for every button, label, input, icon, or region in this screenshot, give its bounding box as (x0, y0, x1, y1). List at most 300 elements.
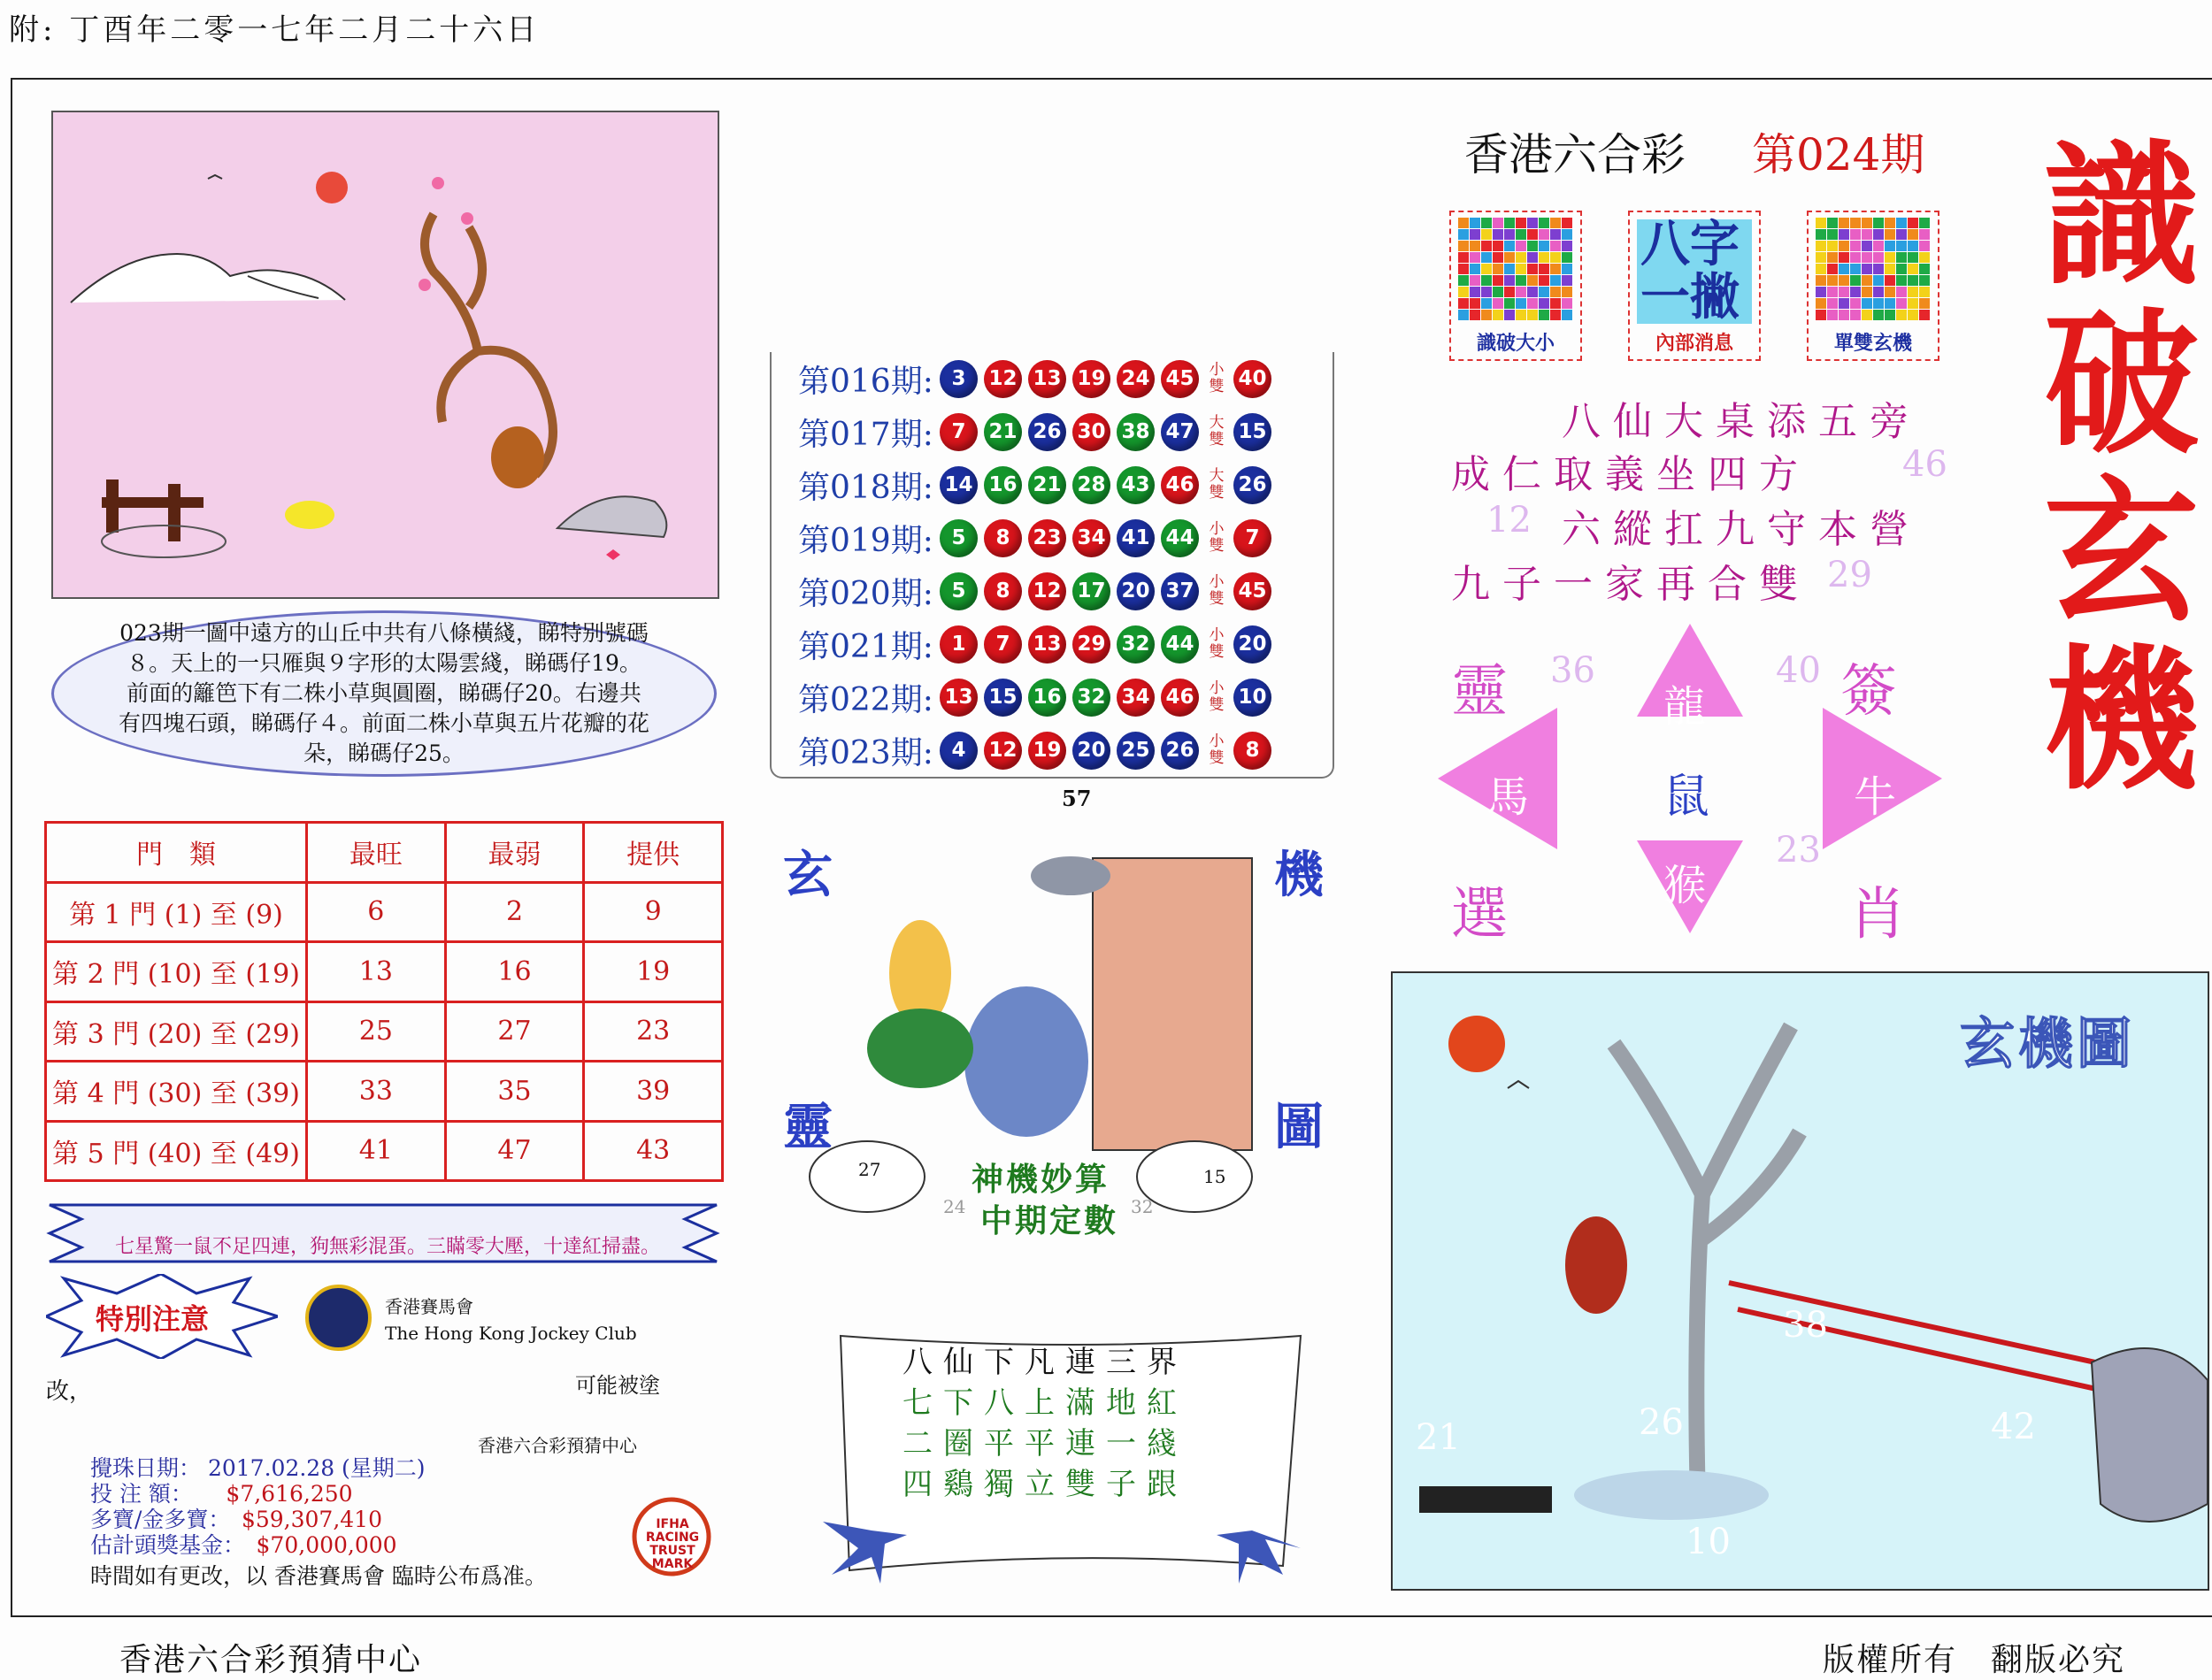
mosaic-cell (1527, 252, 1538, 263)
mosaic-cell (1562, 310, 1572, 320)
bet-label: 投 注 額： (90, 1481, 182, 1507)
mosaic-cell (1550, 252, 1561, 263)
lottery-ball: 37 (1161, 572, 1199, 610)
bench-icon (1419, 1486, 1552, 1513)
mosaic-cell (1873, 264, 1884, 274)
lottery-ball: 13 (1028, 625, 1066, 664)
ifha-logo (619, 1497, 724, 1576)
mosaic-cell (1516, 310, 1526, 320)
lottery-ball: 13 (940, 679, 978, 717)
mosaic-cell (1885, 287, 1895, 297)
mosaic-cell (1493, 287, 1503, 297)
mosaic-cell (1539, 310, 1549, 320)
mosaic-cell (1919, 287, 1930, 297)
mosaic-cell (1539, 275, 1549, 286)
zodiac-tag: 小雙 (1209, 733, 1225, 767)
goat-num-1: 27 (858, 1159, 881, 1180)
zodiac-bl: 選 (1451, 882, 1508, 947)
mosaic-cell (1816, 252, 1826, 263)
mosaic-cell (1539, 229, 1549, 240)
arrow-num-2: 40 (1776, 650, 1821, 691)
zodiac-top: 龍 (1663, 682, 1707, 732)
mosaic-cell (1896, 229, 1907, 240)
poem-num-1: 46 (1902, 444, 1947, 485)
mosaic-cell (1527, 275, 1538, 286)
door-cold: 35 (445, 1062, 584, 1122)
goose-icon (208, 175, 222, 179)
mosaic-cell (1885, 252, 1895, 263)
mosaic-cell (1562, 264, 1572, 274)
mosaic-icon (1451, 212, 1580, 327)
tile-caption-3: 單雙玄機 (1833, 333, 1912, 355)
mosaic-cell (1908, 298, 1918, 309)
mosaic-cell (1481, 264, 1492, 274)
mosaic-cell (1885, 241, 1895, 251)
lottery-ball: 4 (940, 732, 978, 770)
result-row (798, 356, 1278, 402)
result-row (798, 462, 1278, 508)
lottery-ball: 47 (1161, 413, 1199, 451)
mosaic-cell (1527, 287, 1538, 297)
mosaic-cell (1850, 229, 1861, 240)
period-label: 第020期: (798, 575, 933, 612)
mosaic-cell (1458, 218, 1469, 228)
sun-icon (316, 172, 348, 203)
pic-num-2: 26 (1639, 1402, 1684, 1443)
mosaic-cell (1839, 275, 1849, 286)
mosaic-cell (1504, 298, 1515, 309)
special-ball: 7 (1233, 519, 1271, 557)
poem-line-1: 八仙大桌添五旁 (1562, 399, 1921, 444)
mosaic-cell (1481, 298, 1492, 309)
mosaic-cell (1481, 218, 1492, 228)
mosaic-cell (1827, 252, 1838, 263)
mosaic-cell (1493, 264, 1503, 274)
notice-left: 改， (46, 1378, 93, 1405)
mosaic-cell (1862, 264, 1872, 274)
bird-icon (1508, 1081, 1529, 1088)
table-row (46, 942, 723, 1002)
jockey-club-cn: 香港賽馬會 (385, 1296, 473, 1317)
mosaic-cell (1527, 264, 1538, 274)
door-offer: 43 (584, 1121, 723, 1181)
draw-date-value: 2017.02.28 (星期二) (207, 1455, 426, 1481)
mosaic-cell (1470, 275, 1480, 286)
warning-text: 七星驚一鼠不足四連，狗無彩混蛋。三瞞零大壓，十達紅掃盡。 (115, 1236, 661, 1258)
mosaic-cell (1527, 218, 1538, 228)
mosaic-cell (1827, 298, 1838, 309)
door-hot: 13 (307, 942, 446, 1002)
mosaic-cell (1896, 252, 1907, 263)
lottery-ball: 46 (1161, 466, 1199, 504)
door-table (44, 821, 724, 1182)
period-label: 第021期: (798, 628, 933, 665)
jockey-club-en: The Hong Kong Jockey Club (385, 1323, 637, 1344)
mosaic-cell (1862, 241, 1872, 251)
mosaic-cell (1516, 218, 1526, 228)
mosaic-cell (1862, 310, 1872, 320)
lottery-ball: 8 (984, 572, 1022, 610)
mosaic-cell (1516, 241, 1526, 251)
mosaic-cell (1527, 298, 1538, 309)
mosaic-cell (1539, 218, 1549, 228)
period-label: 第018期: (798, 469, 933, 506)
mosaic-cell (1504, 241, 1515, 251)
mosaic-cell (1919, 264, 1930, 274)
mosaic-cell (1873, 241, 1884, 251)
mosaic-cell (1862, 252, 1872, 263)
riddle-line-1: 八仙下凡連三界 (902, 1345, 1187, 1380)
arrow-num-3: 23 (1776, 830, 1821, 871)
mosaic-cell (1850, 252, 1861, 263)
zodiac-tag: 大雙 (1209, 414, 1225, 449)
mosaic-cell (1539, 264, 1549, 274)
mosaic-cell (1827, 287, 1838, 297)
lottery-ball: 7 (940, 413, 978, 451)
mosaic-cell (1862, 218, 1872, 228)
mosaic-cell (1850, 287, 1861, 297)
door-cold: 47 (445, 1121, 584, 1181)
dog-icon (1031, 856, 1110, 895)
side-word-4: 圖 (1274, 1098, 1324, 1156)
poem-line-4: 九子一家再合雙 (1451, 562, 1810, 607)
door-hot: 33 (307, 1062, 446, 1122)
mosaic-cell (1850, 275, 1861, 286)
mosaic-cell (1562, 298, 1572, 309)
mosaic-cell (1896, 241, 1907, 251)
slogan-2: 中期定數 (980, 1202, 1119, 1239)
lottery-ball: 16 (1028, 679, 1066, 717)
special-ball: 10 (1233, 679, 1271, 717)
lottery-ball: 21 (1028, 466, 1066, 504)
mosaic-cell (1896, 287, 1907, 297)
mosaic-cell (1816, 287, 1826, 297)
poem-line-2: 成仁取義坐四方 (1451, 452, 1810, 497)
tile-2 (1628, 211, 1761, 361)
rocks-icon (557, 496, 666, 537)
period-label: 第023期: (798, 734, 933, 771)
lottery-ball: 38 (1117, 413, 1155, 451)
blossom-icon (432, 177, 444, 189)
issue-number: 第024期 (1752, 129, 1925, 180)
mosaic-cell (1504, 229, 1515, 240)
tile-3 (1807, 211, 1939, 361)
mosaic-cell (1458, 252, 1469, 263)
lottery-ball: 25 (1117, 732, 1155, 770)
mosaic-cell (1839, 264, 1849, 274)
draw-date-label: 攪珠日期： (90, 1455, 202, 1481)
mosaic-cell (1850, 241, 1861, 251)
result-row (798, 621, 1278, 667)
table-row (46, 1062, 723, 1122)
mosaic-cell (1550, 229, 1561, 240)
poem-num-2: 12 (1486, 500, 1532, 541)
mosaic-cell (1516, 298, 1526, 309)
lottery-ball: 3 (940, 360, 978, 398)
mosaic-cell (1885, 218, 1895, 228)
puzzle-illustration (53, 112, 718, 597)
lottery-ball: 24 (1117, 360, 1155, 398)
jackpot-label: 估計頭獎基金： (90, 1532, 234, 1558)
puzzle-hint-text: 023期一圖中遠方的山丘中共有八條橫綫，睇特别號碼８。天上的一只雁與９字形的太陽雲綫，睇碼仔19。前面的籬笆下有二株小草與圓圈，睇碼仔20。右邊共有四塊石頭，睇碼仔４。前面二株小草與五片花瓣的花朵，睇碼仔25。 (118, 620, 649, 766)
zodiac-center: 鼠 (1663, 771, 1710, 824)
monkey-icon (1565, 1216, 1627, 1314)
door-offer: 39 (584, 1062, 723, 1122)
mosaic-cell (1862, 275, 1872, 286)
flower-basket-icon (867, 1009, 973, 1088)
mosaic-cell (1550, 298, 1561, 309)
special-ball: 8 (1233, 732, 1271, 770)
mosaic-cell (1919, 298, 1930, 309)
mosaic-cell (1516, 287, 1526, 297)
pic-num-4: 10 (1686, 1522, 1731, 1562)
mosaic-cell (1873, 275, 1884, 286)
door-label: 第 2 門 (10) 至 (19) (46, 942, 307, 1002)
mosaic-cell (1562, 241, 1572, 251)
period-label: 第016期: (798, 363, 933, 400)
door-label: 第 1 門 (1) 至 (9) (46, 882, 307, 942)
mosaic-cell (1481, 275, 1492, 286)
mosaic-cell (1850, 298, 1861, 309)
mosaic-cell (1470, 310, 1480, 320)
lottery-ball: 20 (1072, 732, 1110, 770)
zodiac-bottom: 猴 (1663, 861, 1707, 910)
mosaic-cell (1896, 218, 1907, 228)
slogan-1: 神機妙算 (972, 1161, 1110, 1198)
footer-right: 版權所有 翻版必究 (1823, 1642, 2126, 1678)
mosaic-cell (1919, 275, 1930, 286)
special-notice: 特別注意 (96, 1302, 210, 1336)
tile-mid-line-1: 八字 (1640, 215, 1740, 273)
mosaic-cell (1504, 252, 1515, 263)
lottery-ball: 5 (940, 572, 978, 610)
door-label: 第 5 門 (40) 至 (49) (46, 1121, 307, 1181)
mosaic-cell (1562, 287, 1572, 297)
mosaic-cell (1458, 264, 1469, 274)
pig-icon (491, 426, 544, 488)
mosaic-cell (1873, 298, 1884, 309)
mosaic-cell (1919, 229, 1930, 240)
mosaic-cell (1839, 229, 1849, 240)
lottery-ball: 13 (1028, 360, 1066, 398)
lottery-ball: 8 (984, 519, 1022, 557)
mosaic-cell (1493, 229, 1503, 240)
mosaic-cell (1873, 218, 1884, 228)
big-title-char: 破 (2044, 294, 2199, 475)
arrow-num-1: 36 (1550, 650, 1595, 691)
mosaic-cell (1908, 241, 1918, 251)
pic-num-5: 38 (1783, 1305, 1828, 1346)
door-label: 第 3 門 (20) 至 (29) (46, 1001, 307, 1062)
mosaic-cell (1839, 287, 1849, 297)
mosaic-cell (1527, 229, 1538, 240)
lottery-ball: 17 (1072, 572, 1110, 610)
mosaic-cell (1919, 218, 1930, 228)
tile-caption-2: 內部消息 (1655, 333, 1733, 355)
door-offer: 9 (584, 882, 723, 942)
goat-icon (964, 986, 1088, 1137)
side-word-2: 機 (1274, 846, 1324, 904)
header-cold: 最弱 (445, 823, 584, 883)
mosaic-cell (1839, 252, 1849, 263)
mosaic-cell (1527, 241, 1538, 251)
mosaic-cell (1550, 275, 1561, 286)
mosaic-cell (1516, 264, 1526, 274)
goat-num-2: 15 (1203, 1166, 1226, 1187)
mosaic-cell (1885, 298, 1895, 309)
poem-num-3: 29 (1827, 555, 1872, 595)
zodiac-tr: 簽 (1840, 659, 1897, 725)
mosaic-cell (1873, 252, 1884, 263)
pic-num-3: 42 (1991, 1407, 2036, 1447)
lottery-ball: 30 (1072, 413, 1110, 451)
mosaic-cell (1850, 218, 1861, 228)
lottery-ball: 44 (1161, 625, 1199, 664)
header-offer: 提供 (584, 823, 723, 883)
mosaic-cell (1493, 275, 1503, 286)
mosaic-cell (1493, 218, 1503, 228)
lottery-ball: 43 (1117, 466, 1155, 504)
lottery-ball: 5 (940, 519, 978, 557)
lottery-ball: 34 (1117, 679, 1155, 717)
big-title-char: 識 (2044, 126, 2199, 307)
mosaic-cell (1493, 310, 1503, 320)
door-cold: 27 (445, 1001, 584, 1062)
date-line: 附: 丁酉年二零一七年二月二十六日 (9, 12, 541, 48)
mosaic-cell (1458, 310, 1469, 320)
mosaic-cell (1908, 310, 1918, 320)
big-title (2044, 126, 2212, 811)
lottery-ball: 29 (1072, 625, 1110, 664)
zodiac-tag: 小雙 (1209, 361, 1225, 395)
riddle-line-3: 二圈平平連一綫 (902, 1426, 1187, 1461)
mosaic-cell (1896, 298, 1907, 309)
mosaic-cell (1470, 241, 1480, 251)
mosaic-cell (1539, 241, 1549, 251)
jockey-club-logo (305, 1285, 372, 1351)
puzzle-picture (51, 111, 719, 599)
tile-1 (1449, 211, 1582, 361)
notice-right: 可能被塗 (575, 1373, 660, 1398)
mosaic-cell (1504, 287, 1515, 297)
lottery-ball: 19 (1072, 360, 1110, 398)
mosaic-cell (1862, 298, 1872, 309)
zodiac-tag: 小雙 (1209, 520, 1225, 555)
door-offer: 19 (584, 942, 723, 1002)
mosaic-cell (1908, 218, 1918, 228)
zodiac-tag: 大雙 (1209, 467, 1225, 502)
mosaic-cell (1562, 218, 1572, 228)
chicken-right-icon (1137, 1141, 1252, 1212)
mosaic-cell (1504, 310, 1515, 320)
mosaic-cell (1504, 218, 1515, 228)
mosaic-cell (1516, 275, 1526, 286)
zodiac-br: 肖 (1849, 882, 1906, 947)
mosaic-cell (1827, 275, 1838, 286)
side-word-3: 靈 (783, 1098, 833, 1156)
jockey-club-name (385, 1293, 637, 1346)
picture-title: 玄機圖 (1960, 1011, 2136, 1076)
mosaic-cell (1470, 229, 1480, 240)
table-row (46, 1001, 723, 1062)
mosaic-cell (1873, 229, 1884, 240)
mosaic-cell (1539, 287, 1549, 297)
mosaic-cell (1527, 310, 1538, 320)
mosaic-cell (1458, 241, 1469, 251)
lottery-ball: 20 (1117, 572, 1155, 610)
mosaic-cell (1550, 310, 1561, 320)
mosaic-cell (1493, 298, 1503, 309)
door-offer: 23 (584, 1001, 723, 1062)
zodiac-tl: 靈 (1451, 659, 1508, 725)
mosaic-cell (1908, 229, 1918, 240)
lottery-ball: 26 (1161, 732, 1199, 770)
multi-label: 多寶/金多寶： (90, 1507, 219, 1532)
special-ball: 26 (1233, 466, 1271, 504)
mosaic-cell (1827, 310, 1838, 320)
lottery-ball: 28 (1072, 466, 1110, 504)
mosaic-cell (1470, 287, 1480, 297)
mosaic-cell (1470, 264, 1480, 274)
mosaic-cell (1458, 298, 1469, 309)
mosaic-cell (1827, 241, 1838, 251)
lottery-ball: 41 (1117, 519, 1155, 557)
riddle-line-2: 七下八上滿地紅 (902, 1385, 1187, 1421)
mosaic-cell (1539, 298, 1549, 309)
mosaic-cell (1919, 252, 1930, 263)
mosaic-cell (1504, 275, 1515, 286)
lottery-ball: 46 (1161, 679, 1199, 717)
puzzle-hint (51, 610, 717, 777)
tile-mid-text (1640, 215, 1740, 326)
lotto-title: 香港六合彩 (1464, 129, 1686, 180)
mosaic-cell (1470, 298, 1480, 309)
multi-value: $59,307,410 (241, 1507, 382, 1532)
mosaic-cell (1816, 298, 1826, 309)
big-title-char: 玄 (2044, 462, 2199, 643)
mosaic-cell (1873, 287, 1884, 297)
result-row (798, 674, 1278, 720)
special-ball: 45 (1233, 572, 1271, 610)
header-hot: 最旺 (307, 823, 446, 883)
zodiac-right: 牛 (1854, 772, 1897, 822)
mosaic-cell (1839, 241, 1849, 251)
mosaic-cell (1481, 252, 1492, 263)
mosaic-cell (1470, 252, 1480, 263)
mosaic-cell (1896, 310, 1907, 320)
goat-num-4: 32 (1131, 1196, 1154, 1217)
riddle-line-4: 四鷄獨立雙子跟 (902, 1467, 1187, 1502)
lottery-ball: 19 (1028, 732, 1066, 770)
mosaic-cell (1919, 310, 1930, 320)
zodiac-tag: 小雙 (1209, 573, 1225, 608)
jackpot-value: $70,000,000 (256, 1532, 397, 1558)
lottery-ball: 45 (1161, 360, 1199, 398)
result-row (798, 515, 1278, 561)
mosaic-cell (1550, 241, 1561, 251)
lottery-ball: 23 (1028, 519, 1066, 557)
lottery-ball: 12 (1028, 572, 1066, 610)
mosaic-cell (1885, 229, 1895, 240)
mosaic-cell (1562, 275, 1572, 286)
mosaic-cell (1896, 264, 1907, 274)
door-label: 第 4 門 (30) 至 (39) (46, 1062, 307, 1122)
tile-caption-1: 識破大小 (1476, 333, 1555, 355)
sun-icon (1448, 1016, 1505, 1072)
special-ball: 40 (1233, 360, 1271, 398)
result-row (798, 727, 1278, 773)
door-cold: 16 (445, 942, 584, 1002)
